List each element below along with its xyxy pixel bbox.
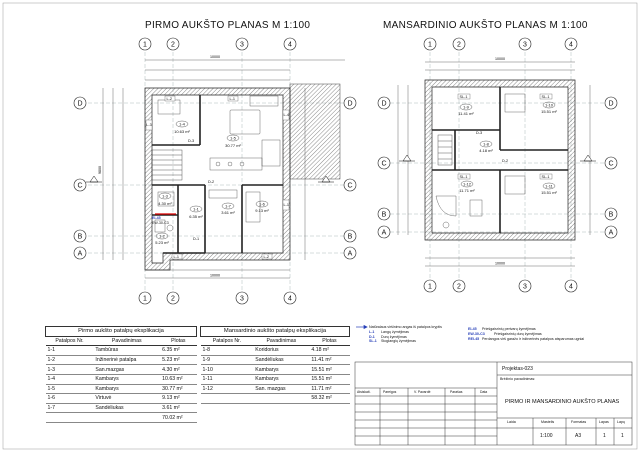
axis-2-bottom: 2 xyxy=(171,295,175,303)
axis-2-top: 2 xyxy=(171,41,175,49)
room-tag-1-6-code: 1-6 xyxy=(259,201,265,207)
room-tag-1-10-code: 1-10 xyxy=(544,102,554,108)
table1-cell: Virtuvė xyxy=(93,394,160,404)
room-tag-1-5-code: 1-5 xyxy=(230,135,236,141)
legend-left xyxy=(369,325,442,344)
table1-cell: 3.61 m² xyxy=(160,403,196,413)
first-floor-plan-title: PIRMO AUKŠTO PLANAS M 1:100 xyxy=(145,20,311,31)
table1-caption: Pirmo aukšto patalpų eksplikacija xyxy=(46,327,197,337)
attic-axis-4-bottom: 4 xyxy=(569,283,573,291)
window-tag-l1-right: L-1 xyxy=(283,203,289,207)
door-tag-d3: D-3 xyxy=(188,139,195,143)
table1-cell: Kambarys xyxy=(93,374,160,384)
meta-header: Lapas xyxy=(599,420,609,424)
table2-cell: Koridorius xyxy=(253,346,309,356)
table2-cell: Kambarys xyxy=(253,365,309,375)
table2-cell: Sandėliukas xyxy=(253,355,309,365)
axis-A-left: A xyxy=(77,250,83,258)
attic-grid-bubbles xyxy=(378,38,617,292)
axis-4-bottom: 4 xyxy=(288,295,292,303)
room-tag-1-7-area: 3.61 m² xyxy=(221,210,235,215)
legend-text: Priešgaisrinių durų žymėjimas xyxy=(494,331,542,336)
meta-value: 1:100 xyxy=(540,433,553,439)
table2-header-nr: Patalpos Nr. xyxy=(201,336,254,346)
terrace-deck xyxy=(290,84,340,179)
attic-grid-lines xyxy=(381,52,612,290)
attic-door-tag-d3: D-3 xyxy=(476,131,483,135)
signature-header: Pareigos xyxy=(383,390,397,394)
axis-1-bottom: 1 xyxy=(143,295,147,303)
table2-cell: Kambarys xyxy=(253,374,309,384)
room-tag-1-12-area: 11.71 m² xyxy=(459,188,475,193)
attic-axis-B-left: B xyxy=(381,211,387,219)
axis-1-top: 1 xyxy=(143,41,147,49)
table1-cell: 1-6 xyxy=(46,394,94,404)
table1-cell: 1-7 xyxy=(46,403,94,413)
first-floor-plan xyxy=(74,38,356,304)
table-row xyxy=(201,355,350,365)
window-tag-l2-top: L-2 xyxy=(166,96,172,101)
room-tag-1-12-code: 1-12 xyxy=(462,181,472,187)
first-stair xyxy=(152,150,182,180)
table1-cell: 1-4 xyxy=(46,374,94,384)
first-floor-explication-table xyxy=(45,326,197,423)
table-row xyxy=(46,365,197,375)
table-row xyxy=(46,384,197,394)
table1-cell: Sandėliukas xyxy=(93,403,160,413)
meta-header: Mastelis xyxy=(541,420,555,424)
room-tag-1-11-code: 1-11 xyxy=(545,183,553,189)
legend-arrow-text: Natūralaus viršinimo angas iš patalpos kryptis xyxy=(369,325,442,329)
table2-cell: 1-11 xyxy=(201,374,254,384)
attic-axis-1-top: 1 xyxy=(428,41,432,49)
table1-cell: 4.30 m² xyxy=(160,365,196,375)
project-number: Projektas-023 xyxy=(502,366,533,372)
axis-4-top: 4 xyxy=(288,41,292,49)
table1-cell: 6.35 m² xyxy=(160,346,196,356)
ei45-tag: EI-45 xyxy=(152,216,161,220)
attic-furniture xyxy=(436,94,525,228)
first-interior-walls xyxy=(152,95,283,253)
meta-value: 1 xyxy=(603,433,606,439)
table2-cell: San. mazgas xyxy=(253,384,309,394)
axis-3-top: 3 xyxy=(240,41,244,49)
table2-cell: 4.18 m² xyxy=(309,346,349,356)
legend-code: EW-30-C3 xyxy=(468,331,485,336)
attic-axis-4-top: 4 xyxy=(569,41,573,49)
table1-cell: San.mazgas xyxy=(93,365,160,375)
door-tag-d2: D-2 xyxy=(208,180,215,184)
meta-value: A3 xyxy=(575,433,582,439)
room-tag-1-7-code: 1-7 xyxy=(225,203,231,209)
attic-axis-1-bottom: 1 xyxy=(428,283,432,291)
signature-header: Parašas xyxy=(450,390,463,394)
room-tag-1-9-area: 11.41 m² xyxy=(458,111,474,116)
signature-header: Data xyxy=(480,390,488,394)
attic-axis-A-left: A xyxy=(381,229,387,237)
meta-header: Laida xyxy=(507,420,516,424)
table1-cell: 30.77 m² xyxy=(160,384,196,394)
table2-cell: 11.41 m² xyxy=(309,355,349,365)
attic-top-dimension: 10000 xyxy=(495,57,505,61)
table-row xyxy=(201,346,350,356)
table2-caption: Mansardinio aukšto patalpų eksplikacija xyxy=(201,327,350,337)
axis-3-bottom: 3 xyxy=(240,295,244,303)
axis-B-left: B xyxy=(77,233,83,241)
axis-C-right: C xyxy=(347,182,353,190)
skylight-tag-2: SL-1 xyxy=(541,94,550,99)
table-total-row xyxy=(46,413,197,423)
legend-text: Durų žymėjimas xyxy=(381,334,407,339)
room-tag-1-1-code: 1-1 xyxy=(193,206,199,212)
attic-axis-3-bottom: 3 xyxy=(523,283,527,291)
ew30-tag: EW-30-C3 xyxy=(152,221,169,225)
table1-cell: 1-2 xyxy=(46,355,94,365)
attic-plan-title: MANSARDINIO AUKŠTO PLANAS M 1:100 xyxy=(383,20,588,31)
attic-axis-B-right: B xyxy=(608,211,614,219)
room-tag-1-10-area: 15.51 m² xyxy=(541,109,557,114)
legend-code: SL-1 xyxy=(369,339,377,344)
axis-D-left: D xyxy=(77,100,83,108)
skylight-tag-4: SL-1 xyxy=(541,174,550,179)
attic-axis-A-right: A xyxy=(608,229,614,237)
legend-text: Priešgaisrinių pertvarų žymėjimas xyxy=(482,327,536,331)
legend-item xyxy=(468,337,584,342)
room-tag-1-9-code: 1-9 xyxy=(463,104,469,110)
table2-total: 58.32 m² xyxy=(309,394,349,404)
table1-header-nr: Patalpos Nr. xyxy=(46,336,94,346)
legend-code: D-1 xyxy=(369,334,375,339)
room-tag-1-3-code: 1-3 xyxy=(162,193,168,199)
window-tag-l1-top: L-1 xyxy=(229,96,235,101)
skylight-tag-3: SL-1 xyxy=(459,174,468,179)
window-tag-l3-left: L-3 xyxy=(146,123,152,127)
table1-cell: 10.63 m² xyxy=(160,374,196,384)
signature-header: V. Pavardė xyxy=(414,390,431,394)
attic-explication-table xyxy=(200,326,350,404)
table1-cell: Kambarys xyxy=(93,384,160,394)
table1-cell: 1-5 xyxy=(46,384,94,394)
table1-header-area: Plotas xyxy=(160,336,196,346)
table1-cell: 1-1 xyxy=(46,346,94,356)
legend-item xyxy=(369,339,442,344)
meta-header: Lapų xyxy=(617,420,625,424)
drawing-name: PIRMO IR MANSARDINIO AUKŠTO PLANAS xyxy=(505,399,620,405)
axis-B-right: B xyxy=(347,233,353,241)
table2-cell: 1-12 xyxy=(201,384,254,394)
table1-cell: 9.13 m² xyxy=(160,394,196,404)
table1-cell: 1-3 xyxy=(46,365,94,375)
table1-cell: Inžinerinė patalpa xyxy=(93,355,160,365)
room-tag-1-8-area: 4.18 m² xyxy=(479,148,493,153)
legend-code: L-1 xyxy=(369,329,375,334)
room-tag-1-8-code: 1-8 xyxy=(483,141,489,147)
room-tag-1-5-area: 30.77 m² xyxy=(225,143,241,148)
table1-cell: Tambūras xyxy=(93,346,160,356)
legend-code: REI-45 xyxy=(468,336,480,341)
table1-total: 70.02 m² xyxy=(160,413,196,423)
attic-axis-2-bottom: 2 xyxy=(457,283,461,291)
table2-cell: 15.51 m² xyxy=(309,374,349,384)
table-row xyxy=(46,374,197,384)
room-tag-1-6-area: 9.13 m² xyxy=(255,208,269,213)
attic-room-tags xyxy=(458,102,557,195)
window-tag-l4-right: L-4 xyxy=(283,113,289,117)
legend-arrow xyxy=(356,326,367,329)
attic-axis-C-left: C xyxy=(381,160,387,168)
axis-D-right: D xyxy=(347,100,353,108)
first-bottom-dimension: 10000 xyxy=(210,273,220,278)
skylight-tag-1: SL-1 xyxy=(459,94,468,99)
meta-value: 1 xyxy=(621,433,624,439)
table2-cell: 1-10 xyxy=(201,365,254,375)
table2-cell: 1-8 xyxy=(201,346,254,356)
attic-axis-3-top: 3 xyxy=(523,41,527,49)
first-top-dimension: 10000 xyxy=(210,55,220,59)
table-row xyxy=(46,394,197,404)
table2-cell: 15.51 m² xyxy=(309,365,349,375)
table-row xyxy=(201,384,350,394)
table-total-row xyxy=(201,394,350,404)
attic-door-tag-d2: D-2 xyxy=(502,159,509,163)
signature-header: Atsiskait. xyxy=(357,390,371,394)
attic-bottom-dimension: 10000 xyxy=(495,261,505,266)
table2-cell: 1-9 xyxy=(201,355,254,365)
table2-header-name: Pavadinimas xyxy=(253,336,309,346)
room-tag-1-11-area: 15.51 m² xyxy=(541,190,557,195)
legend-code: EI-45 xyxy=(468,327,477,331)
attic-plan xyxy=(378,38,617,292)
door-tag-d1: D-1 xyxy=(193,237,200,241)
legend-text: Langų žymėjimas xyxy=(381,329,409,334)
room-tag-1-2-area: 5.23 m² xyxy=(155,240,169,245)
table1-cell: 5.23 m² xyxy=(160,355,196,365)
drawing-name-label: Brėžinio pavadinimas: xyxy=(500,377,536,381)
room-tag-1-4-code: 1-4 xyxy=(179,121,185,127)
attic-stair xyxy=(438,135,452,165)
attic-axis-D-right: D xyxy=(608,100,614,108)
table-row xyxy=(46,355,197,365)
attic-axis-C-right: C xyxy=(608,160,614,168)
legend-right xyxy=(468,327,584,341)
legend-text: Perdangos virš garažo ir inžinerinės patalpos atsparumas ugniai xyxy=(482,336,585,341)
room-tag-1-1-area: 6.35 m² xyxy=(189,214,203,219)
table-row xyxy=(201,365,350,375)
room-tag-1-2-code: 1-2 xyxy=(159,233,165,239)
window-tag-l1-bottom: L-1 xyxy=(173,254,179,259)
first-side-dimension: 9800 xyxy=(98,166,102,174)
table2-cell: 11.71 m² xyxy=(309,384,349,394)
table-row xyxy=(201,374,350,384)
axis-C-left: C xyxy=(77,182,83,190)
room-tag-1-3-area: 4.30 m² xyxy=(158,201,172,206)
table-row xyxy=(46,403,197,413)
legend-text: Stoglangių žymėjimas xyxy=(381,339,416,344)
meta-header: Formatas xyxy=(571,420,587,424)
attic-axis-D-left: D xyxy=(381,100,387,108)
window-tag-l2-bottom: L-2 xyxy=(263,254,269,259)
attic-axis-2-top: 2 xyxy=(457,41,461,49)
table2-header-area: Plotas xyxy=(309,336,349,346)
axis-A-right: A xyxy=(347,250,353,258)
room-tag-1-4-area: 10.63 m² xyxy=(174,129,190,134)
table-row xyxy=(46,346,197,356)
table1-header-name: Pavadinimas xyxy=(93,336,160,346)
